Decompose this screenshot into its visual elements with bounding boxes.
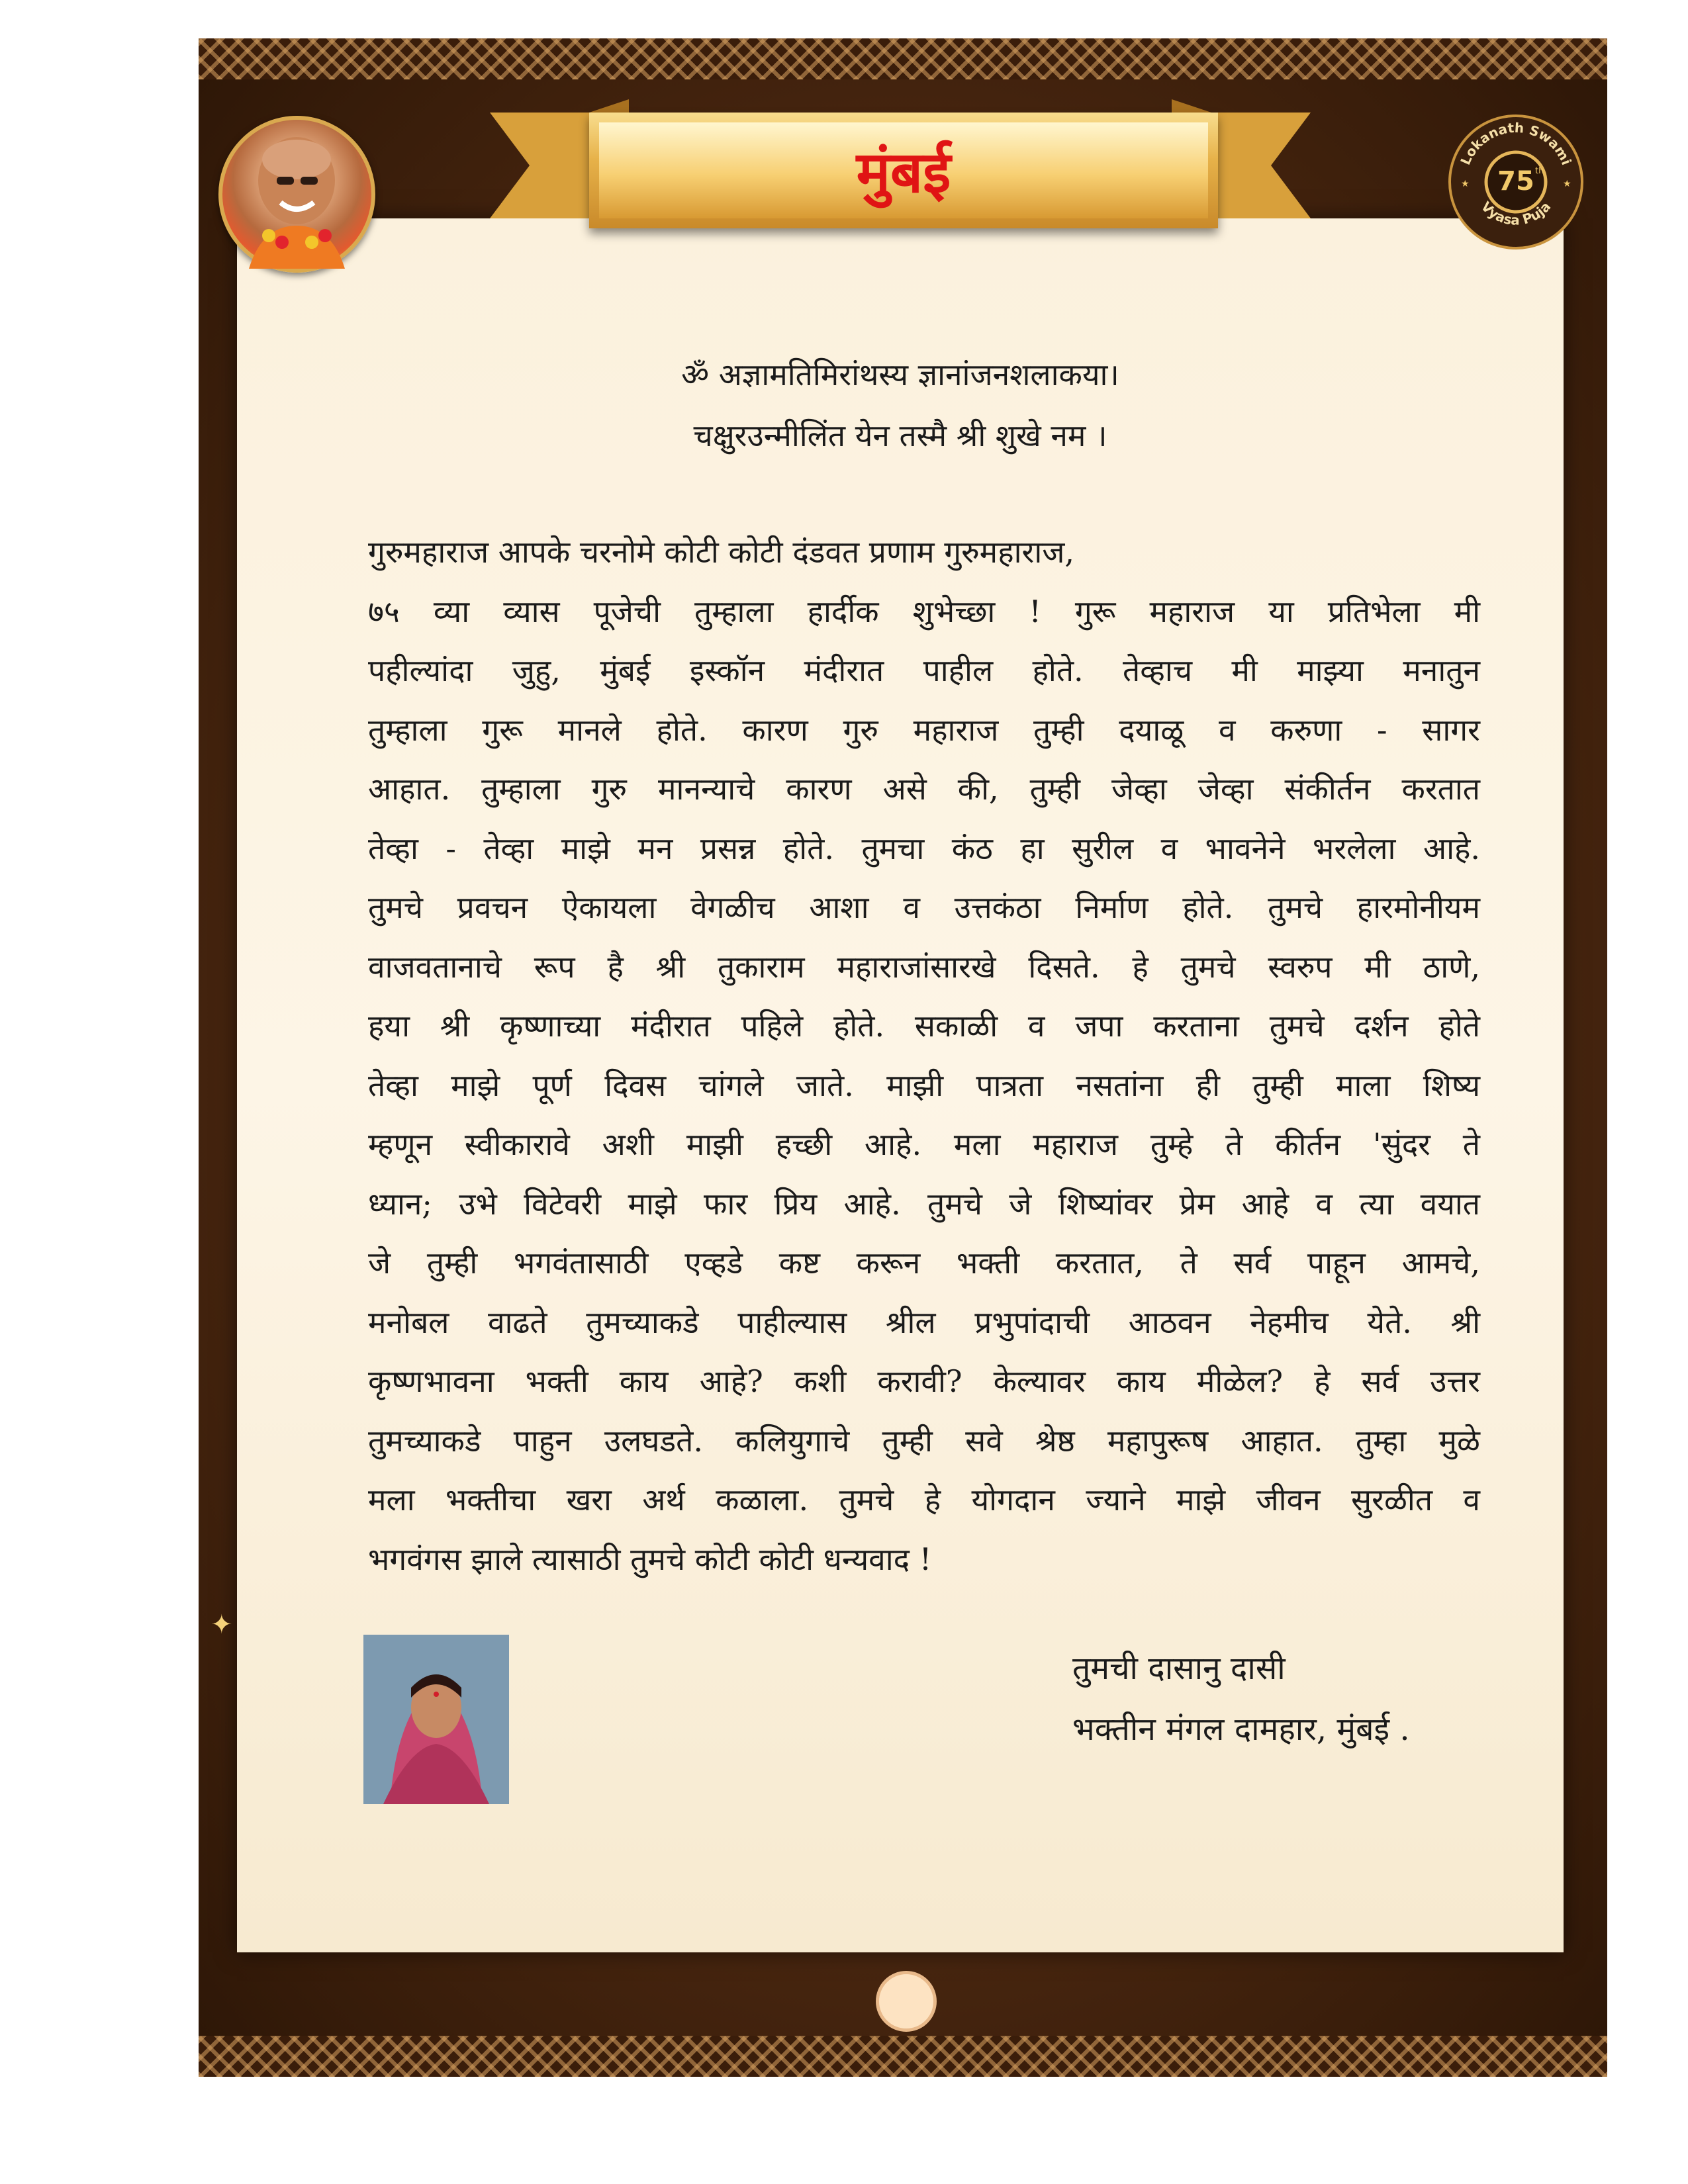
page-indicator-dot [876, 1971, 937, 2032]
signature-line-2: भक्तीन मंगल दामहार, मुंबई . [1072, 1711, 1410, 1748]
badge-line-bottom: Vyasa Puja [1477, 198, 1554, 228]
body-line: कृष्णभावना भक्ती काय आहे? कशी करावी? केल्यावर काय मीळेल? हे सर्व उत्तर [368, 1363, 1480, 1399]
body-line: गुरुमहाराज आपके चरनोमे कोटी कोटी दंडवत प्रणाम गुरुमहाराज, [368, 534, 1075, 570]
signature-line-1: तुमची दासानु दासी [1072, 1650, 1286, 1687]
body-line: मनोबल वाढते तुमच्याकडे पाहील्यास श्रील प्रभुपांदाची आठवन नेहमीच येते. श्री [368, 1304, 1480, 1340]
body-line: ७५ व्या व्यास पूजेची तुम्हाला हार्दीक शुभेच्छा ! गुरू महाराज या प्रतिभेला मी [368, 593, 1480, 629]
body-line: पहील्यांदा जुहु, मुंबई इस्कॉन मंदीरात पाहील होते. तेव्हाच मी माझ्या मनातुन [368, 653, 1480, 688]
badge-sup: th [1535, 166, 1544, 176]
sparkle-icon: ✦ [211, 1610, 233, 1640]
body-line: तुमचे प्रवचन ऐकायला वेगळीच आशा व उत्तकंठा निर्माण होते. तुमचे हारमोनीयम [368, 889, 1480, 925]
ornamental-border-bottom [199, 2036, 1607, 2077]
badge-line-top: Lokanath Swami [1457, 119, 1575, 167]
body-line: जे तुम्ही भगवंतासाठी एव्हडे कष्ट करून भक्ती करतात, ते सर्व पाहून आमचे, [368, 1245, 1480, 1281]
badge-star-icon: ★ [1461, 179, 1470, 189]
body-line: तुम्हाला गुरू मानले होते. कारण गुरु महाराज तुम्ही दयाळू व करुणा - सागर [368, 711, 1480, 748]
vyasa-puja-75-badge [1446, 113, 1585, 251]
body-line: म्हणून स्वीकारावे अशी माझी हच्छी आहे. मला महाराज तुम्हे ते कीर्तन 'सुंदर ते [368, 1126, 1480, 1162]
badge-number: 75 [1497, 166, 1534, 197]
signature-block [1072, 1638, 1536, 1760]
title-ribbon [589, 113, 1218, 228]
sanskrit-verse [371, 344, 1430, 466]
body-line: आहात. तुम्हाला गुरु मानन्याचे कारण असे की, तुम्ही जेव्हा जेव्हा संकीर्तन करतात [368, 771, 1480, 807]
author-photo-figure-icon [363, 1635, 509, 1804]
badge-star-icon: ★ [1563, 179, 1571, 189]
ornamental-border-top [199, 38, 1607, 79]
title-ribbon-inner [599, 122, 1208, 218]
page-title: मुंबई [856, 140, 951, 206]
guru-portrait [218, 116, 375, 273]
body-line: ध्यान; उभे विटेवरी माझे फार प्रिय आहे. तुमचे जे शिष्यांवर प्रेम आहे व त्या वयात [368, 1185, 1480, 1222]
verse-line-2: चक्षुरउन्मीलिंत येन तस्मै श्री शुखे नम । [693, 418, 1107, 453]
body-line: हया श्री कृष्णाच्या मंदीरात पहिले होते. सकाळी व जपा करताना तुमचे दर्शन होते [368, 1008, 1480, 1044]
verse-line-1: ॐ अज्ञामतिमिरांथस्य ज्ञानांजनशलाकया। [681, 357, 1119, 392]
body-line: मला भक्तीचा खरा अर्थ कळाला. तुमचे हे योगदान ज्याने माझे जीवन सुरळीत व [368, 1482, 1480, 1518]
body-line: तेव्हा - तेव्हा माझे मन प्रसन्न होते. तुमचा कंठ हा सुरील व भावनेने भरलेला आहे. [368, 830, 1480, 866]
body-line: तेव्हा माझे पूर्ण दिवस चांगले जाते. माझी पात्रता नसतांना ही तुम्ही माला शिष्य [368, 1067, 1480, 1103]
author-photo [363, 1635, 509, 1804]
body-line: भगवंगस झाले त्यासाठी तुमचे कोटी कोटी धन्यवाद ! [368, 1541, 932, 1577]
letter-body [368, 523, 1480, 1589]
body-line: वाजवतानाचे रूप है श्री तुकाराम महाराजांसारखे दिसते. हे तुमचे स्वरुप मी ठाणे, [368, 948, 1480, 985]
portrait-face-icon [222, 120, 371, 269]
body-line: तुमच्याकडे पाहुन उलघडते. कलियुगाचे तुम्ही सवे श्रेष्ठ महापुरूष आहात. तुम्हा मुळे [368, 1422, 1480, 1459]
